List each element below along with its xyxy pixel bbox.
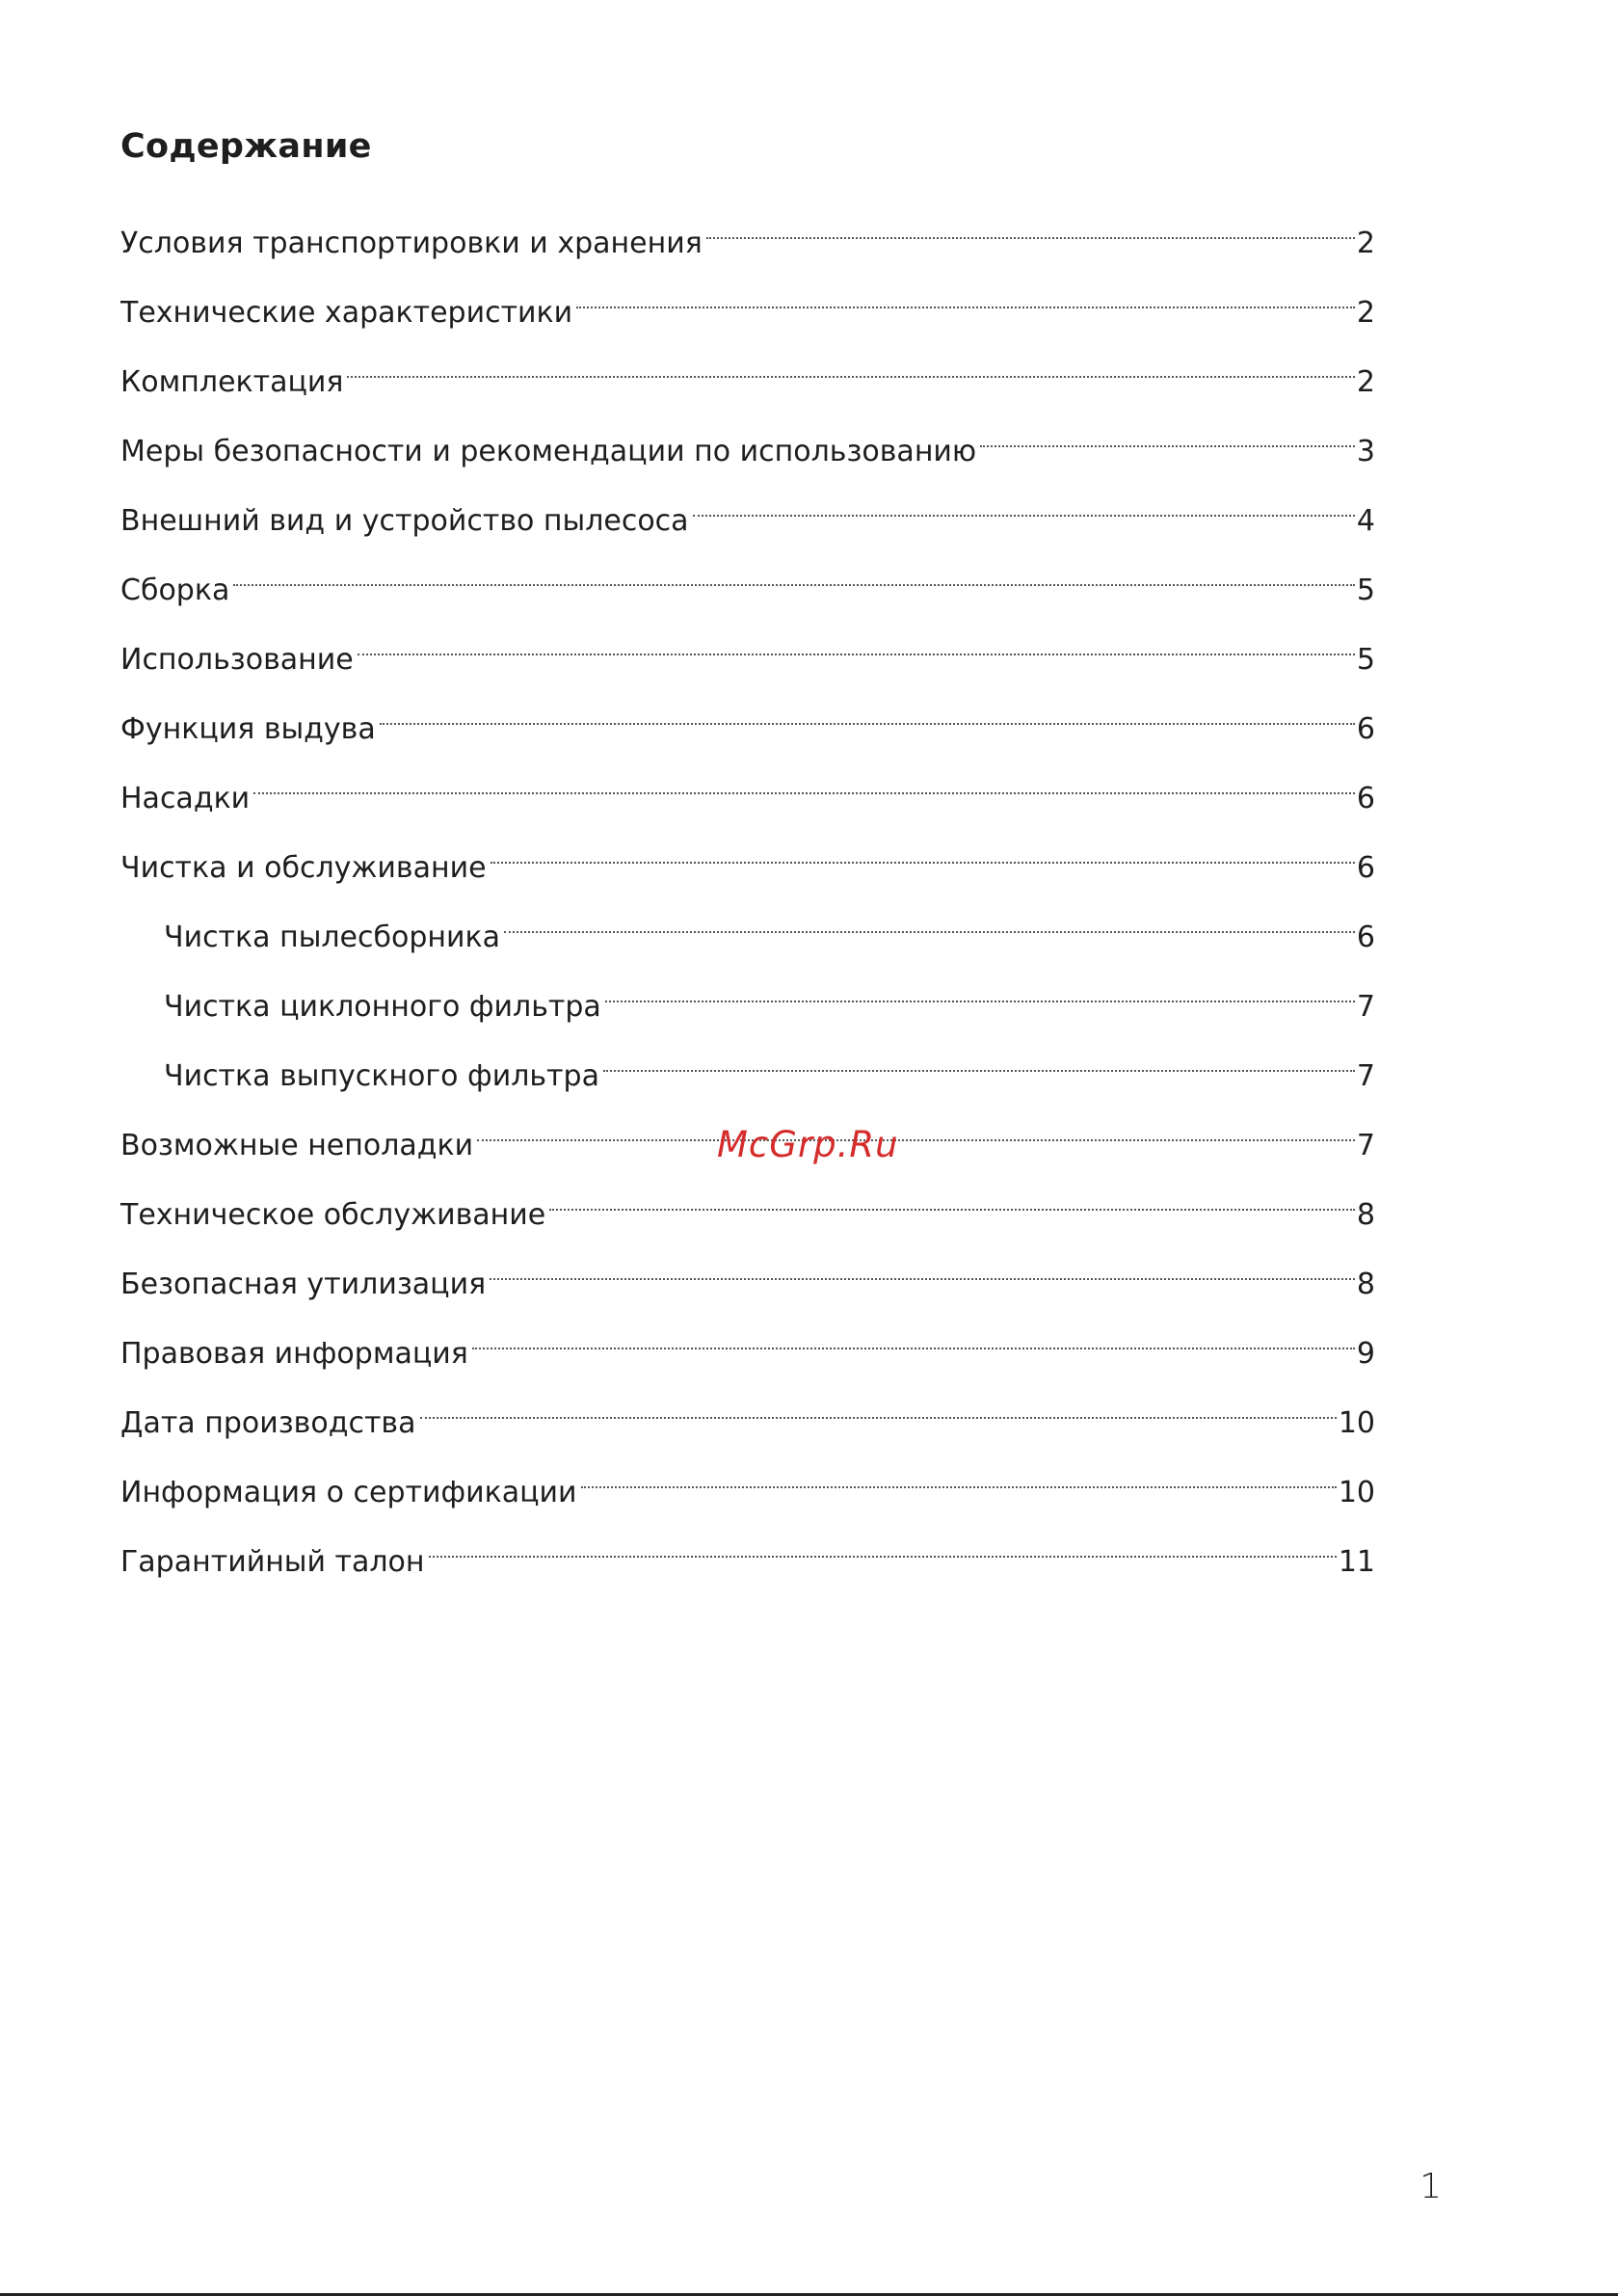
toc-leader-dots — [603, 1031, 1355, 1085]
toc-entry-page: 9 — [1356, 1337, 1375, 1371]
toc-entry-page: 6 — [1356, 851, 1375, 885]
toc-subentry[interactable] — [120, 893, 1375, 962]
toc-entry-page: 3 — [1356, 435, 1375, 468]
toc-subentry[interactable] — [120, 1031, 1375, 1101]
toc-entry-label: Чистка пылесборника — [164, 921, 501, 954]
toc-entry-page: 5 — [1356, 574, 1375, 607]
toc-entry[interactable] — [120, 407, 1375, 476]
toc-entry-page: 7 — [1356, 1129, 1375, 1162]
toc-entry-page: 7 — [1356, 990, 1375, 1024]
toc-entry[interactable] — [120, 1517, 1375, 1587]
toc-subentry[interactable] — [120, 962, 1375, 1031]
toc-leader-dots — [490, 1240, 1355, 1294]
toc-leader-dots — [504, 893, 1355, 947]
toc-entry[interactable] — [120, 476, 1375, 546]
toc-entry[interactable] — [120, 823, 1375, 893]
toc-entry-page: 10 — [1338, 1406, 1375, 1440]
toc-leader-dots — [980, 407, 1355, 461]
toc-leader-dots — [347, 337, 1354, 391]
toc-entry-label: Внешний вид и устройство пылесоса — [120, 504, 689, 538]
toc-entry-page: 2 — [1356, 365, 1375, 399]
toc-entry-label: Безопасная утилизация — [120, 1268, 487, 1301]
toc-leader-dots — [693, 476, 1355, 530]
toc-entry-label: Использование — [120, 643, 354, 677]
toc-entry-page: 6 — [1356, 782, 1375, 815]
toc-entry-label: Информация о сертификации — [120, 1476, 577, 1509]
toc-entry-page: 2 — [1356, 296, 1375, 330]
toc-leader-dots — [706, 199, 1355, 253]
toc-entry[interactable] — [120, 546, 1375, 615]
toc-entry-page: 2 — [1356, 227, 1375, 260]
toc-entry-page: 7 — [1356, 1059, 1375, 1093]
toc-entry-label: Чистка циклонного фильтра — [164, 990, 601, 1024]
toc-leader-dots — [380, 684, 1355, 738]
toc-leader-dots — [549, 1170, 1355, 1224]
toc-entry[interactable] — [120, 1378, 1375, 1448]
toc-leader-dots — [581, 1448, 1337, 1502]
toc-entry[interactable] — [120, 337, 1375, 407]
toc-leader-dots — [429, 1517, 1337, 1571]
table-of-contents — [120, 199, 1375, 1587]
toc-entry-label: Чистка выпускного фильтра — [164, 1059, 599, 1093]
toc-entry-label: Комплектация — [120, 365, 344, 399]
watermark: McGrp.Ru — [717, 1124, 899, 1165]
toc-leader-dots — [605, 962, 1355, 1016]
toc-leader-dots — [491, 823, 1355, 877]
toc-leader-dots — [477, 1101, 1355, 1155]
toc-leader-dots — [576, 268, 1355, 322]
toc-entry[interactable] — [120, 1309, 1375, 1378]
toc-entry[interactable] — [120, 684, 1375, 754]
toc-entry[interactable] — [120, 199, 1375, 268]
page-number: 1 — [1419, 2167, 1442, 2206]
toc-entry[interactable] — [120, 1240, 1375, 1309]
toc-entry-label: Технические характеристики — [120, 296, 573, 330]
toc-entry-label: Сборка — [120, 574, 230, 607]
toc-entry-page: 10 — [1338, 1476, 1375, 1509]
toc-entry-page: 5 — [1356, 643, 1375, 677]
toc-entry-page: 8 — [1356, 1268, 1375, 1301]
toc-entry-label: Условия транспортировки и хранения — [120, 227, 703, 260]
toc-entry-label: Меры безопасности и рекомендации по использованию — [120, 435, 977, 468]
page-title: Содержание — [120, 127, 372, 166]
toc-entry-label: Гарантийный талон — [120, 1545, 425, 1579]
toc-leader-dots — [253, 754, 1355, 808]
toc-entry[interactable] — [120, 1448, 1375, 1517]
toc-entry-label: Дата производства — [120, 1406, 416, 1440]
toc-entry-label: Правовая информация — [120, 1337, 468, 1371]
toc-entry-label: Техническое обслуживание — [120, 1198, 546, 1232]
toc-entry[interactable] — [120, 754, 1375, 823]
toc-entry-page: 4 — [1356, 504, 1375, 538]
toc-entry[interactable] — [120, 615, 1375, 684]
toc-leader-dots — [472, 1309, 1355, 1363]
toc-leader-dots — [420, 1378, 1337, 1432]
toc-entry-label: Возможные неполадки — [120, 1129, 474, 1162]
toc-entry-page: 6 — [1356, 712, 1375, 746]
toc-entry-page: 6 — [1356, 921, 1375, 954]
toc-entry-label: Насадки — [120, 782, 251, 815]
toc-leader-dots — [233, 546, 1355, 600]
toc-entry-page: 11 — [1338, 1545, 1375, 1579]
toc-entry[interactable] — [120, 1170, 1375, 1240]
toc-entry[interactable] — [120, 268, 1375, 337]
toc-leader-dots — [358, 615, 1355, 669]
toc-entry-page: 8 — [1356, 1198, 1375, 1232]
toc-entry-label: Функция выдува — [120, 712, 376, 746]
toc-entry-label: Чистка и обслуживание — [120, 851, 487, 885]
